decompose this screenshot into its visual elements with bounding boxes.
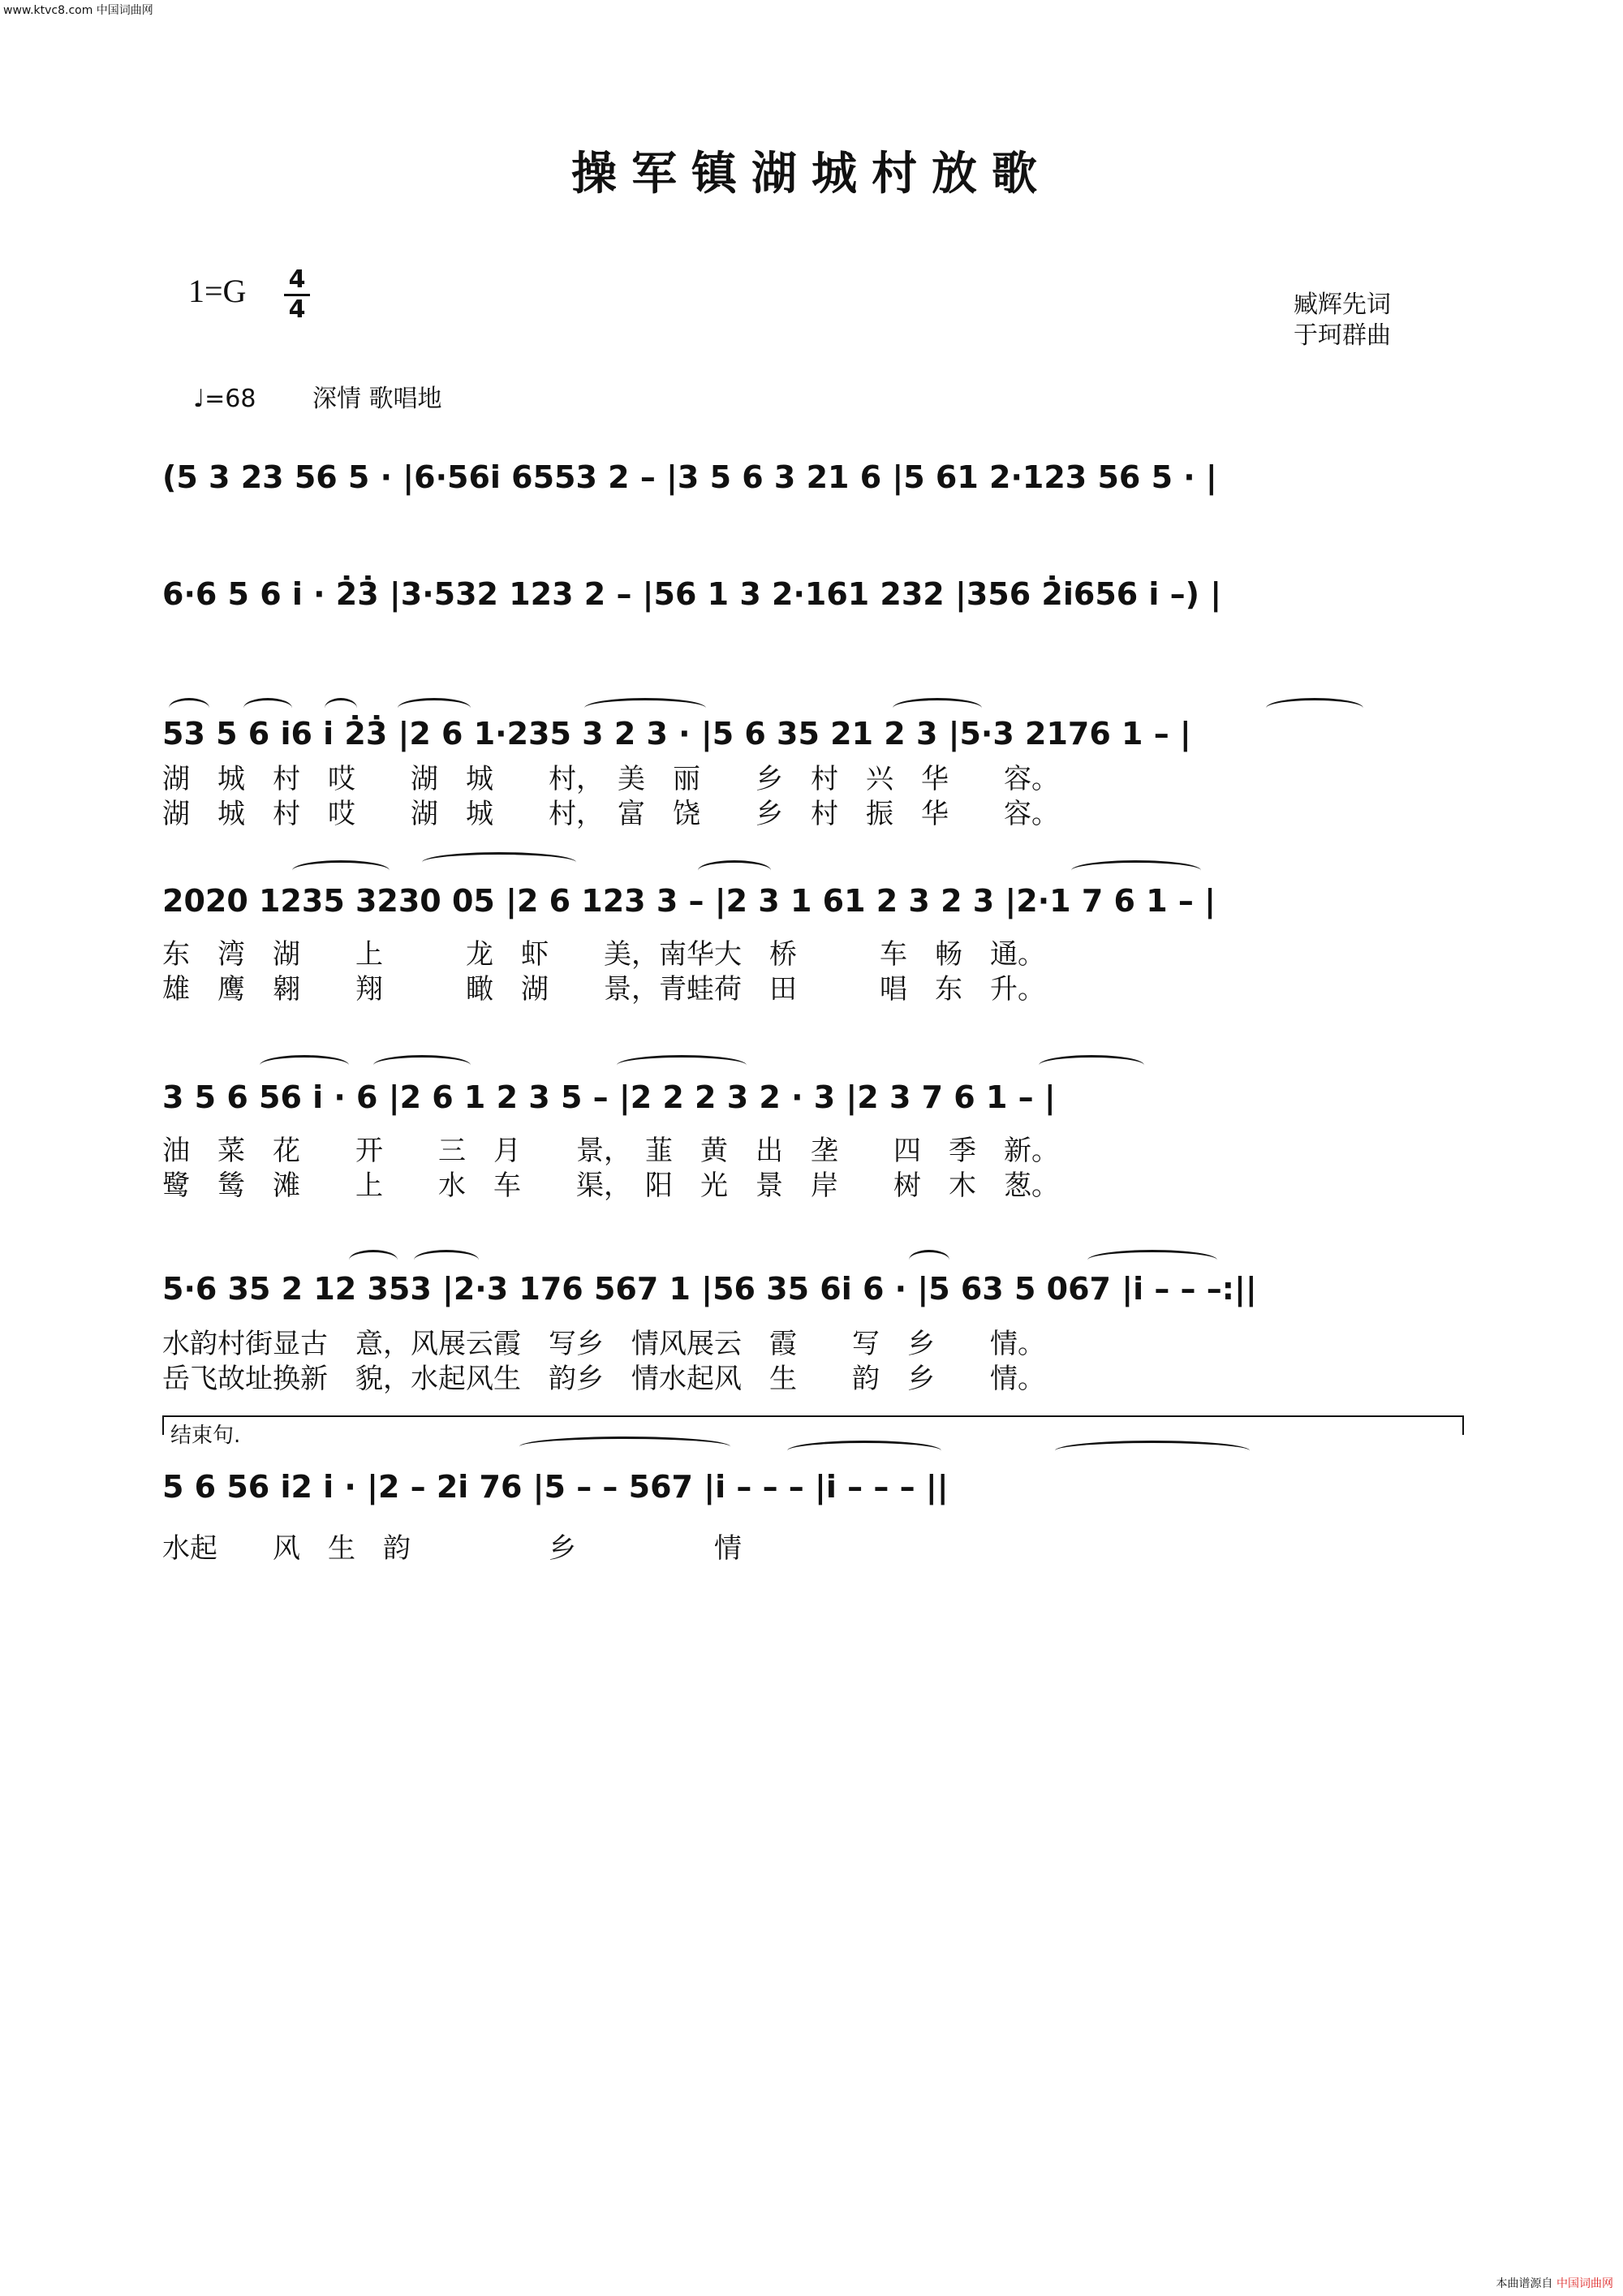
tempo-expression: 深情 歌唱地 xyxy=(312,385,442,413)
lyrics-line-3-verse-2: 湖 城 村 哎 湖 城 村， 富 饶 乡 村 振 华 容。 xyxy=(162,798,1059,830)
lyrics-line-7: 水起 风 生 韵 乡 情 xyxy=(162,1532,742,1565)
composer-credit: 于珂群曲 xyxy=(1294,321,1391,350)
time-signature-top: 4 xyxy=(288,265,306,294)
tempo-marking xyxy=(193,378,442,414)
notation-line-5: 3 5 6 56 i · 6 |2 6 1 2 3 5 – |2 2 2 3 2 · 3 |2 3 7 6 1 – | xyxy=(162,1079,1056,1115)
lyrics-line-6-verse-1: 水韵村街显古 意，风展云霞 写乡 情风展云 霞 写 乡 情。 xyxy=(162,1328,1045,1360)
lyrics-line-6-verse-2: 岳飞故址换新 貌，水起风生 韵乡 情水起风 生 韵 乡 情。 xyxy=(162,1363,1045,1395)
ending-label: 结束句. xyxy=(170,1424,241,1448)
lyrics-line-4-verse-2: 雄 鹰 翱 翔 瞰 湖 景，青蛙荷 田 唱 东 升。 xyxy=(162,973,1045,1006)
time-signature-bottom: 4 xyxy=(284,294,310,324)
lyrics-line-4-verse-1: 东 湾 湖 上 龙 虾 美，南华大 桥 车 畅 通。 xyxy=(162,938,1045,971)
slur xyxy=(787,1441,941,1461)
notation-line-1: (5 3 23 56 5 · |6·56i 6553 2 – |3 5 6 3 21 6 |5 61 2·123 56 5 · | xyxy=(162,459,1217,495)
lyrics-line-5-verse-1: 油 菜 花 开 三 月 景， 韮 黄 出 垄 四 季 新。 xyxy=(162,1135,1059,1167)
slur xyxy=(1055,1441,1250,1461)
slur xyxy=(519,1437,730,1457)
watermark: www.ktvc8.com 中国词曲网 xyxy=(3,4,153,17)
lyrics-line-5-verse-2: 鹭 鸶 滩 上 水 车 渠， 阳 光 景 岸 树 木 葱。 xyxy=(162,1170,1059,1202)
slur xyxy=(422,852,576,872)
song-title: 操军镇湖城村放歌 xyxy=(571,147,1052,200)
tempo-bpm: =68 xyxy=(204,385,256,413)
footer-brand-link[interactable]: 中国词曲网 xyxy=(1556,2277,1613,2290)
notation-line-6: 5·6 35 2 12 353 |2·3 176 567 1 |56 35 6i 6 · |5 63 5 067 |i – – –:|| xyxy=(162,1271,1257,1307)
time-signature xyxy=(284,266,310,324)
quarter-note-icon: ♩ xyxy=(193,385,205,413)
notation-line-7: 5 6 56 i2 i · |2 – 2i 76 |5 – – 567 |i – – – |i – – – || xyxy=(162,1469,949,1505)
lyrics-line-3-verse-1: 湖 城 村 哎 湖 城 村， 美 丽 乡 村 兴 华 容。 xyxy=(162,763,1059,795)
ending-bracket xyxy=(162,1415,1464,1435)
lyricist-credit: 臧辉先词 xyxy=(1294,291,1391,319)
notation-line-2: 6·6 5 6 i · 2̇3̇ |3·532 123 2 – |56 1 3 2·161 232 |356 2̇i656 i –) | xyxy=(162,576,1222,612)
notation-line-3: 53 5 6 i6 i 2̇3̇ |2 6 1·235 3 2 3 · |5 6 35 21 2 3 |5·3 2176 1 – | xyxy=(162,716,1191,752)
key-signature: 1=G xyxy=(188,273,247,309)
footer xyxy=(1496,2275,1613,2291)
notation-line-4: 2020 1235 3230 05 |2 6 123 3 – |2 3 1 61 2 3 2 3 |2·1 7 6 1 – | xyxy=(162,883,1216,919)
footer-prefix: 本曲谱源自 xyxy=(1496,2277,1553,2290)
